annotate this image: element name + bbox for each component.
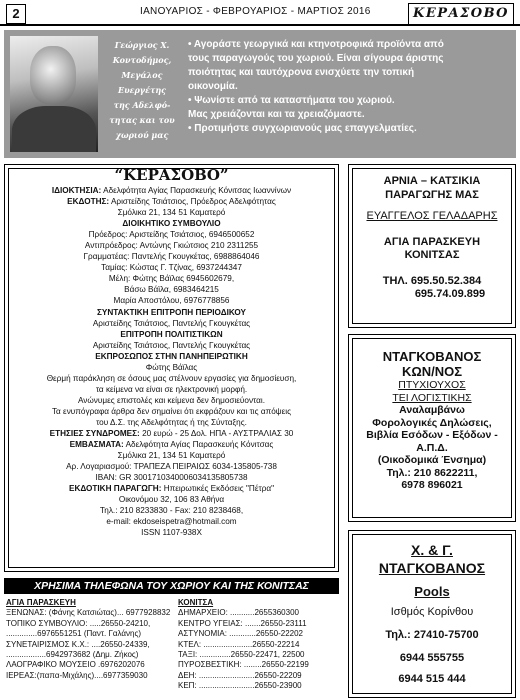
issue-dates: ΙΑΝΟΥΑΡΙΟΣ - ΦΕΒΡΟΥΑΡΙΟΣ - ΜΑΡΤΙΟΣ 2016 <box>140 6 371 17</box>
ad-line: ΚΟΝΙΤΣΑΣ <box>404 249 460 261</box>
caption-line: της Αδελφό- <box>113 100 171 110</box>
phone-entry: ΔΕΗ: .........................26550-22209 <box>178 670 302 680</box>
note-line: Ανώνυμες επιστολές και κείμενα δεν δημοσιεύονται. <box>77 395 265 405</box>
editorial-members: Αριστείδης Τσιάτσιος, Παντελής Γκουγκέτας <box>92 318 251 328</box>
ad-line: ΑΡΝΙΑ – ΚΑΤΣΙΚΙΑ <box>383 175 481 187</box>
masthead-info <box>4 166 339 539</box>
note-line: Θερμή παράκληση σε όσους μας στέλνουν εργασίες για δημοσίευση, <box>46 373 297 383</box>
useful-phones-heading: ΧΡΗΣΙΜΑ ΤΗΛΕΦΩΝΑ ΤΟΥ ΧΩΡΙΟΥ ΚΑΙ ΤΗΣ ΚΟΝΙΤΣΑΣ <box>4 578 339 594</box>
phone-entry: ΑΣΤΥΝΟΜΙΑ: ............26550-22202 <box>178 629 303 639</box>
portrait-photo <box>10 36 98 152</box>
phone-entry: ΙΕΡΕΑΣ:(παπα-Μιχάλης)....6977359030 <box>6 670 148 680</box>
ad-phone: 6944 555755 <box>399 652 465 664</box>
ad-pools <box>348 530 516 698</box>
board-member: Γραμματέας: Παντελής Γκουγκέτας, 6988864046 <box>83 252 260 262</box>
photo-caption <box>102 38 182 143</box>
ad-phone: Τηλ.: 210 8622211, <box>386 466 478 479</box>
phone-entry: ΞΕΝΩΝΑΣ: (Φάνης Κατσιώτας)... 6977928832 <box>6 608 171 618</box>
village-heading: ΑΓΙΑ ΠΑΡΑΣΚΕΥΗ <box>6 598 76 607</box>
phone-entry: ΚΕΠ: .........................26550-23900 <box>178 681 302 691</box>
header-rule <box>0 24 520 26</box>
ad-name: ΝΤΑΓΚΟΒΑΝΟΣ <box>382 349 482 364</box>
phone-entry: ΛΑΟΓΡΑΦΙΚΟ ΜΟΥΣΕΙΟ .6976202076 <box>6 660 145 670</box>
portrait-head <box>30 46 76 104</box>
bank-account: Αρ. Λογαριασμού: ΤΡΑΠΕΖΑ ΠΕΙΡΑΙΩΣ 6034-135805-738 <box>66 462 277 472</box>
ad-line: (Οικοδομικά Ένσημα) <box>377 454 487 466</box>
university-member: Φώτης Βάϊλας <box>145 362 198 372</box>
bullet-line: • Ψωνίστε από τα καταστήματα του χωριού. <box>188 95 395 106</box>
phone-entry: ..................6942973682 (Δημ. Ζήκος) <box>6 650 139 660</box>
university-heading: ΕΚΠΡΟΣΩΠΟΣ ΣΤΗΝ ΠΑΝΗΠΕΙΡΩΤΙΚΗ <box>95 351 248 361</box>
caption-line: χωριού μας <box>115 130 169 140</box>
phone-entry: ..............6976551251 (Παντ. Γαλάνης) <box>6 629 142 639</box>
page-header <box>0 0 520 26</box>
ad-name: ΝΤΑΓΚΟΒΑΝΟΣ <box>378 560 486 576</box>
appeal-bullets <box>188 38 510 136</box>
ad-line: Α.Π.Δ. <box>416 441 448 454</box>
masthead-title: ΚΕΡΑΣΟΒΟ <box>408 3 514 25</box>
bullet-line: ποιότητας και ταυτόχρονα ενισχύετε την τοπική <box>188 67 415 78</box>
iban: IBAN: GR 3001710340006034135805738 <box>95 473 248 483</box>
ad-name: Χ. & Γ. <box>411 542 453 558</box>
note-line: Τα ενυπόγραφα άρθρα δεν σημαίνει ότι εκφράζουν και τις απόψεις <box>51 406 292 416</box>
note-line: του Δ.Σ. της Αδελφότητας ή της Σύνταξης. <box>96 417 247 427</box>
board-heading: ΔΙΟΙΚΗΤΙΚΟ ΣΥΜΒΟΥΛΙΟ <box>122 219 221 229</box>
phones-konitsa <box>178 598 336 692</box>
caption-line: τητας και του <box>109 115 175 125</box>
page-number: 2 <box>6 4 26 24</box>
ad-accountant <box>348 334 516 522</box>
caption-line: Γεώργιος Χ. <box>114 40 170 50</box>
printer-phone: Τηλ.: 210 8233830 - Fax: 210 8238468, <box>99 506 244 516</box>
ad-phone: ΤΗΛ. 695.50.52.384 <box>382 274 482 287</box>
board-member: Μέλη: Φώτης Βάϊλας 6945602679, <box>108 274 235 284</box>
portrait-body <box>12 106 96 152</box>
ad-lambs-goats <box>348 164 516 328</box>
bullet-line: Μας χρειάζονται και τα χρειαζόμαστε. <box>188 109 365 120</box>
ad-line: ΑΓΙΑ ΠΑΡΑΣΚΕΥΗ <box>383 235 481 248</box>
board-member: Βάσω Βάϊλα, 6983464215 <box>124 285 219 295</box>
bullet-line: • Προτιμήστε συγχωριανούς μας επαγγελματίες. <box>188 123 417 134</box>
ad-phone: 695.74.09.899 <box>414 288 486 300</box>
phone-entry: ΔΗΜΑΡΧΕΙΟ: ...........2655360300 <box>178 608 299 618</box>
phone-entry: ΚΕΝΤΡΟ ΥΓΕΙΑΣ: .......26550-23111 <box>178 618 307 628</box>
remittance-line: ΕΜΒΑΣΜΑΤΑ: Αδελφότητα Αγίας Παρασκευής Κόνιτσας <box>69 440 274 450</box>
ad-phone: Τηλ.: 27410-75700 <box>385 629 479 641</box>
phone-entry: ΠΥΡΟΣΒΕΣΤΙΚΗ: ........26550-22199 <box>178 660 309 670</box>
publication-title: “ΚΕΡΑΣΟΒΟ” <box>114 166 229 184</box>
konitsa-heading: ΚΟΝΙΤΣΑ <box>178 598 214 607</box>
remittance-address: Σμόλικα 21, 134 51 Καματερό <box>117 451 226 461</box>
cultural-heading: ΕΠΙΤΡΟΠΗ ΠΟΛΙΤΙΣΤΙΚΩΝ <box>120 329 223 339</box>
ad-phone: 6978 896021 <box>401 479 463 491</box>
ad-name: ΚΩΝ/ΝΟΣ <box>401 364 463 379</box>
board-member: Μαρία Αποστόλου, 6976778856 <box>113 296 230 306</box>
ad-line: Βιβλία Εσόδων - Εξόδων - <box>366 429 498 441</box>
board-member: Αντιπρόεδρος: Αντώνης Γκιώτσιος 210 2311255 <box>84 241 259 251</box>
email: e-mail: ekdoseispetra@hotmail.com <box>106 517 237 527</box>
publisher-address: Σμόλικα 21, 134 51 Καματερό <box>117 208 226 218</box>
ad-title: ΠΤΥΧΙΟΥΧΟΣ <box>398 379 466 391</box>
ad-shop: Pools <box>414 584 450 599</box>
phone-entry: ΤΟΠΙΚΟ ΣΥΜΒΟΥΛΙΟ: .....26550-24210, <box>6 618 151 628</box>
printer-line: ΕΚΔΟΤΙΚΗ ΠΑΡΑΓΩΓΗ: Ηπειρωτικές Εκδόσεις "Πέτρα" <box>69 484 274 494</box>
printer-address: Οικονόμου 32, 106 83 Αθήνα <box>118 495 225 505</box>
editorial-heading: ΣΥΝΤΑΚΤΙΚΗ ΕΠΙΤΡΟΠΗ ΠΕΡΙΟΔΙΚΟΥ <box>96 307 247 317</box>
phone-entry: ΚΤΕΛ: ......................26550-22214 <box>178 639 300 649</box>
ad-place: Ισθμός Κορίνθου <box>390 606 474 618</box>
bullet-line: οικονομία. <box>188 81 238 92</box>
publisher-line: ΕΚΔΟΤΗΣ: Αριστείδης Τσιάτσιος, Πρόεδρος Αδελφότητας <box>67 197 276 207</box>
cultural-members: Αριστείδης Τσιάτσιος, Παντελής Γκουγκέτας <box>92 340 251 350</box>
ad-title: ΤΕΙ ΛΟΓΙΣΤΙΚΗΣ <box>392 391 472 404</box>
ad-phone: 6944 515 444 <box>398 673 466 685</box>
phone-entry: ΣΥΝΕΤΑΙΡΙΣΜΟΣ Κ.Χ.: ....26550-24339, <box>6 639 150 649</box>
caption-line: Κοντοδήμος, <box>112 55 172 65</box>
bullet-line: τους παραγωγούς του χωριού. Είναι σίγουρα άριστης <box>188 53 444 64</box>
ad-seller-name: ΕΥΑΓΓΕΛΟΣ ΓΕΛΑΔΑΡΗΣ <box>366 210 498 222</box>
phone-entry: ΤΑΞΙ: ..............26550-22471, 22500 <box>178 650 305 660</box>
ownership-line: ΙΔΙΟΚΤΗΣΙΑ: Αδελφότητα Αγίας Παρασκευής Κόνιτσας Ιωαννίνων <box>51 186 292 195</box>
caption-line: Ευεργέτης <box>117 85 167 95</box>
bullet-line: • Αγοράστε γεωργικά και κτηνοτροφικά προϊόντα από <box>188 39 444 50</box>
caption-line: Μεγάλος <box>121 70 163 80</box>
ad-line: Αναλαμβάνω <box>399 404 465 416</box>
board-member: Πρόεδρος: Αριστείδης Τσιάτσιος, 6946500652 <box>88 230 255 240</box>
phones-village <box>6 598 171 681</box>
issn: ISSN 1107-938X <box>141 528 202 538</box>
board-member: Ταμίας: Κώστας Γ. Τζίνας, 6937244347 <box>101 263 242 273</box>
ad-line: Φορολογικές Δηλώσεις, <box>372 416 492 429</box>
subscriptions-line: ΕΤΗΣΙΕΣ ΣΥΝΔΡΟΜΕΣ: 20 ευρώ - 25 Δολ. ΗΠΑ - ΑΥΣΤΡΑΛΙΑΣ 30 <box>49 429 294 439</box>
ad-line: ΠΑΡΑΓΩΓΗΣ ΜΑΣ <box>385 188 479 201</box>
note-line: τα κείμενα να είναι σε ηλεκτρονική μορφή. <box>95 384 248 394</box>
